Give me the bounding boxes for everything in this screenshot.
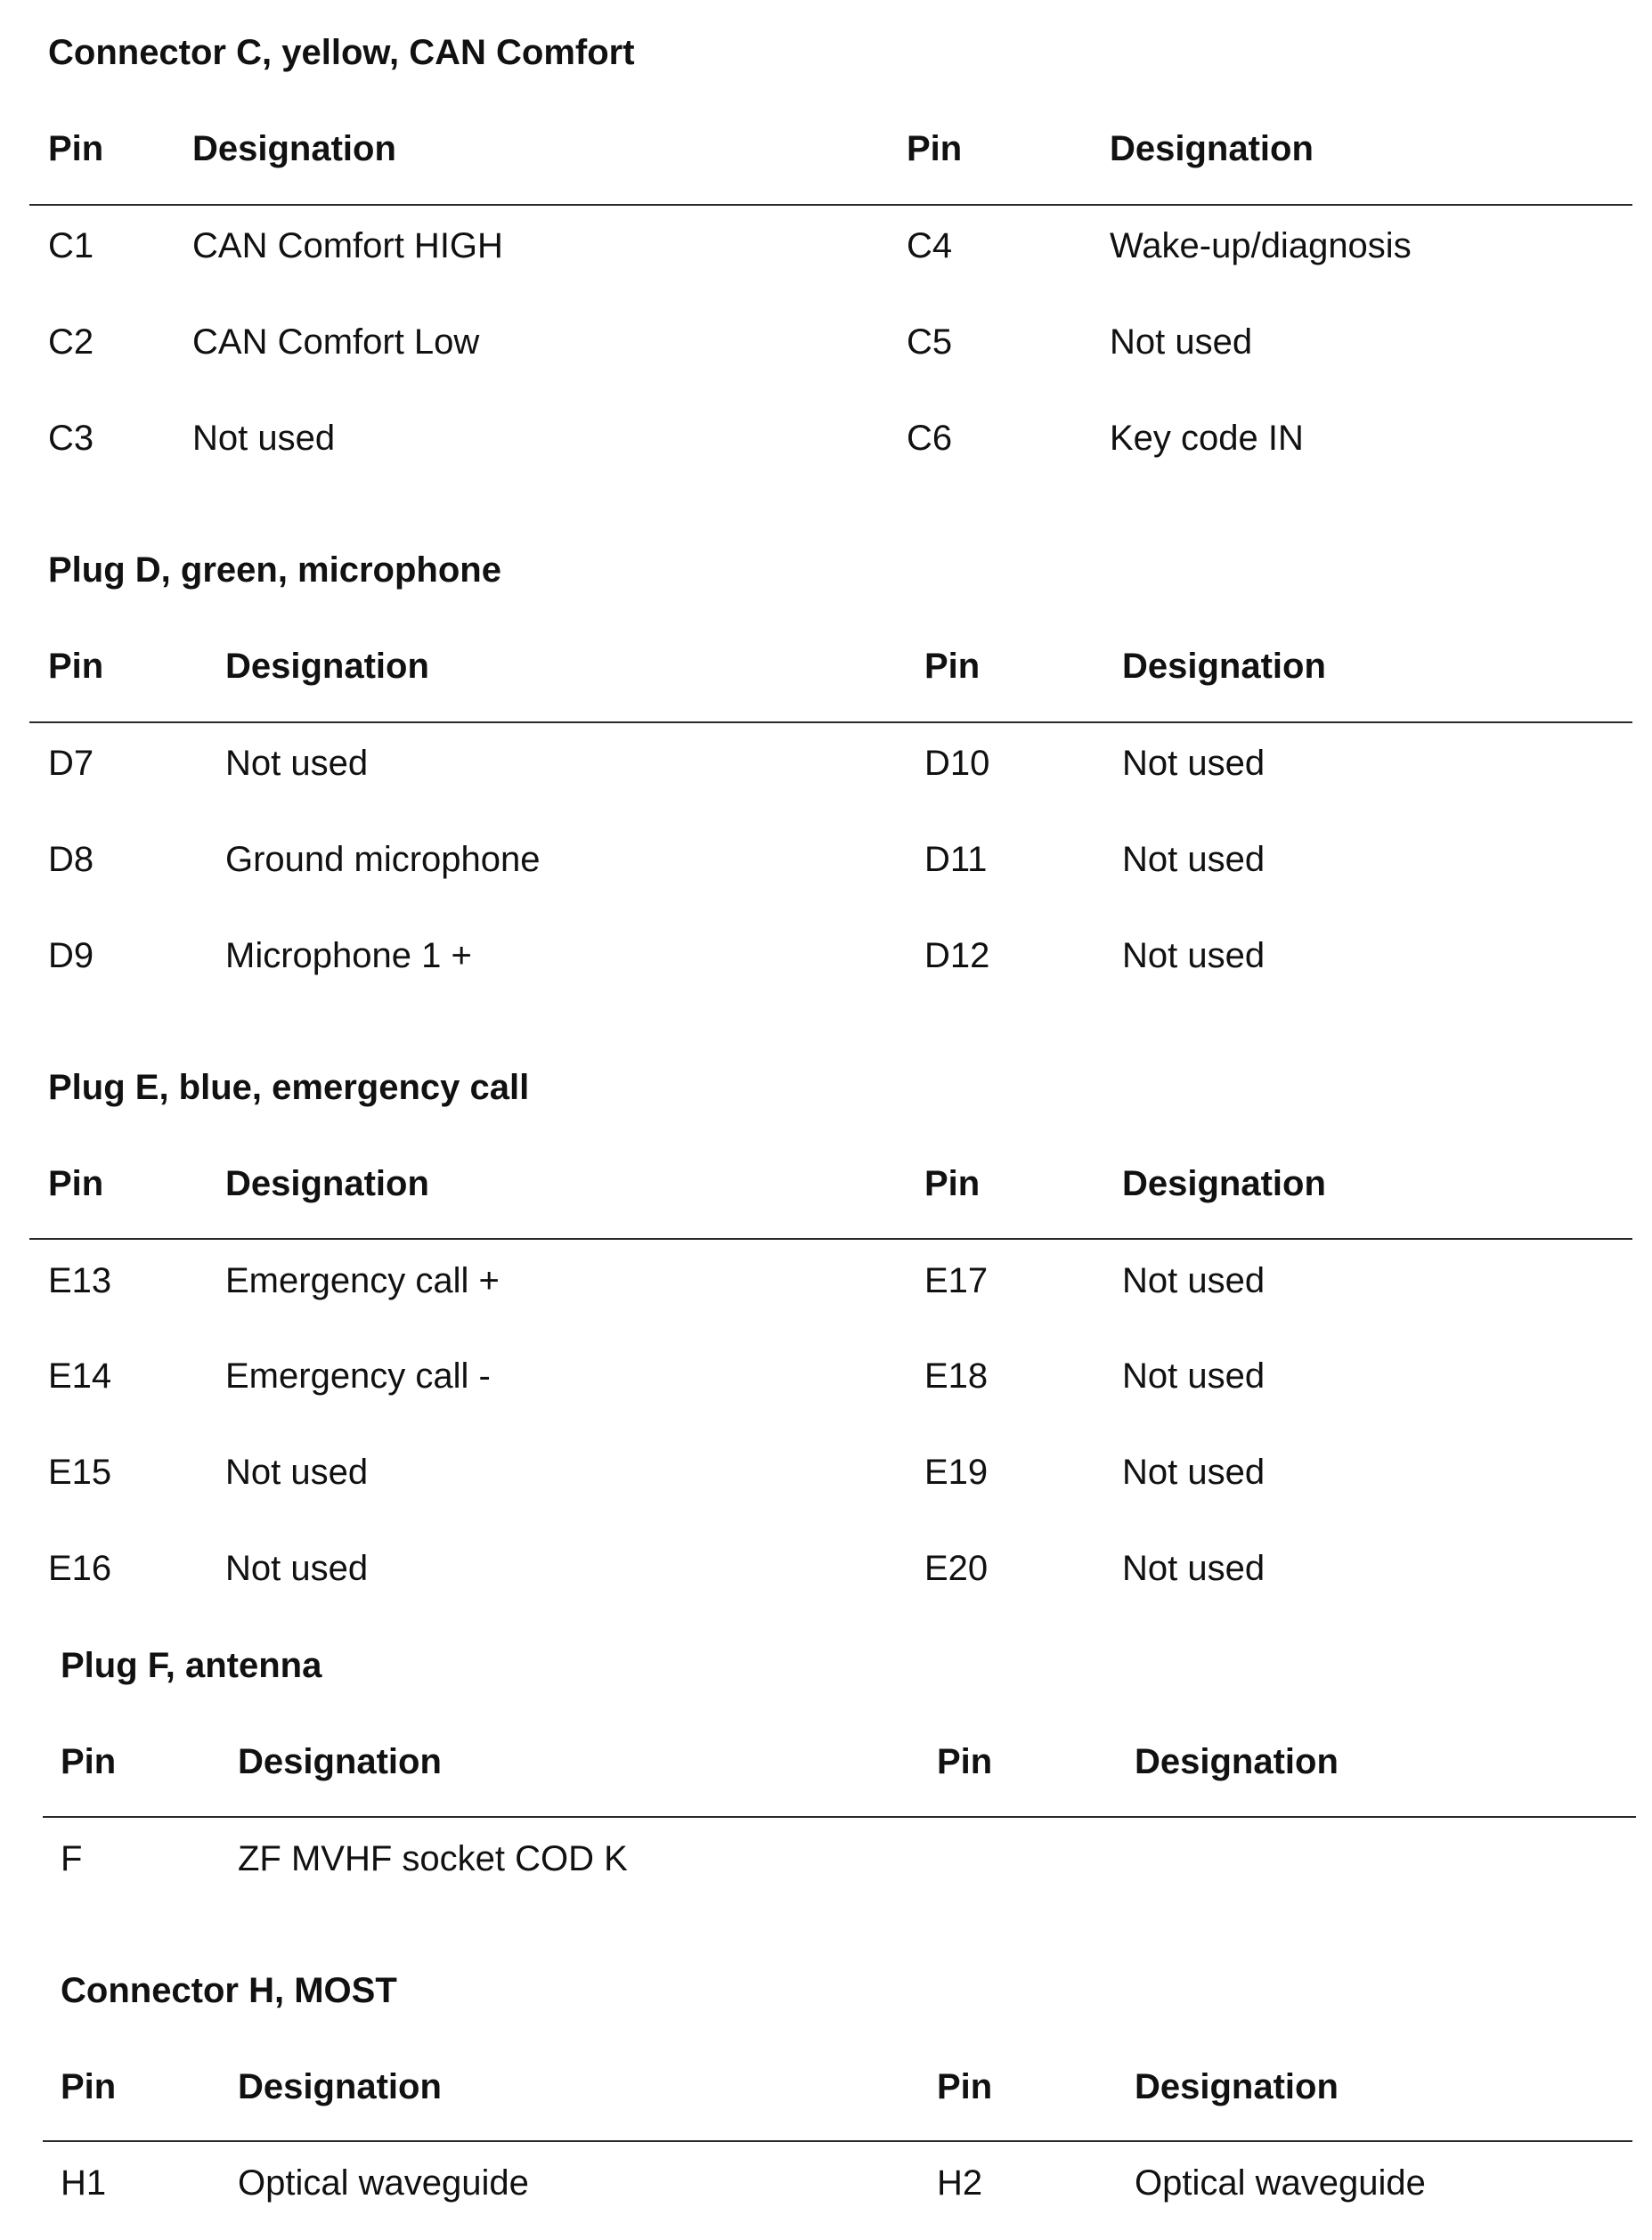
table-cell: CAN Comfort HIGH	[192, 226, 503, 265]
table-cell: Not used	[1122, 1453, 1265, 1492]
column-header-pin: Pin	[48, 1164, 104, 1203]
column-header-designation: Designation	[1135, 1742, 1339, 1781]
table-cell: Not used	[1122, 936, 1265, 975]
section-title: Plug D, green, microphone	[48, 550, 501, 590]
table-cell: Not used	[192, 419, 336, 458]
column-header-designation: Designation	[238, 2067, 442, 2106]
section-title: Connector H, MOST	[61, 1971, 397, 2010]
table-cell: Not used	[1122, 840, 1265, 879]
table-cell: E17	[924, 1261, 989, 1300]
table-cell: Wake-up/diagnosis	[1110, 226, 1412, 265]
table-cell: Not used	[1122, 744, 1265, 783]
table-cell: Not used	[1122, 1549, 1265, 1588]
table-cell: D7	[48, 744, 94, 783]
table-cell: Not used	[1110, 322, 1253, 362]
table-cell: Optical waveguide	[238, 2163, 529, 2203]
table-cell: Ground microphone	[225, 840, 541, 879]
table-cell: ZF MVHF socket COD K	[238, 1839, 628, 1878]
table-cell: Not used	[1122, 1261, 1265, 1300]
section-title: Plug F, antenna	[61, 1646, 322, 1685]
column-header-designation: Designation	[1122, 1164, 1326, 1203]
table-cell: Microphone 1 +	[225, 936, 472, 975]
column-header-pin: Pin	[937, 2067, 993, 2106]
table-cell: Not used	[225, 1453, 369, 1492]
header-rule	[43, 1816, 1636, 1818]
column-header-designation: Designation	[225, 647, 429, 686]
table-cell: Emergency call +	[225, 1261, 500, 1300]
table-cell: D10	[924, 744, 990, 783]
column-header-designation: Designation	[192, 129, 396, 168]
table-cell: CAN Comfort Low	[192, 322, 480, 362]
column-header-pin: Pin	[924, 647, 981, 686]
column-header-designation: Designation	[238, 1742, 442, 1781]
header-rule	[43, 2140, 1632, 2142]
table-cell: C2	[48, 322, 94, 362]
table-cell: D11	[924, 840, 988, 879]
table-cell: D9	[48, 936, 94, 975]
header-rule	[29, 204, 1632, 206]
header-rule	[29, 1238, 1632, 1240]
table-cell: C6	[907, 419, 953, 458]
table-cell: Not used	[225, 744, 369, 783]
table-cell: C4	[907, 226, 953, 265]
column-header-pin: Pin	[48, 129, 104, 168]
column-header-designation: Designation	[1122, 647, 1326, 686]
table-cell: C5	[907, 322, 953, 362]
table-cell: E15	[48, 1453, 112, 1492]
table-cell: F	[61, 1839, 83, 1878]
table-cell: D8	[48, 840, 94, 879]
table-cell: E14	[48, 1356, 112, 1396]
table-cell: C1	[48, 226, 94, 265]
column-header-pin: Pin	[907, 129, 963, 168]
header-rule	[29, 721, 1632, 723]
table-cell: Not used	[225, 1549, 369, 1588]
column-header-designation: Designation	[225, 1164, 429, 1203]
column-header-pin: Pin	[924, 1164, 981, 1203]
column-header-pin: Pin	[61, 2067, 117, 2106]
column-header-pin: Pin	[937, 1742, 993, 1781]
column-header-designation: Designation	[1135, 2067, 1339, 2106]
table-cell: C3	[48, 419, 94, 458]
column-header-designation: Designation	[1110, 129, 1314, 168]
section-title: Plug E, blue, emergency call	[48, 1068, 530, 1107]
table-cell: E18	[924, 1356, 989, 1396]
table-cell: H2	[937, 2163, 983, 2203]
table-cell: Optical waveguide	[1135, 2163, 1426, 2203]
table-cell: Key code IN	[1110, 419, 1304, 458]
table-cell: E20	[924, 1549, 989, 1588]
table-cell: Emergency call -	[225, 1356, 491, 1396]
section-title: Connector C, yellow, CAN Comfort	[48, 33, 635, 72]
table-cell: H1	[61, 2163, 107, 2203]
table-cell: D12	[924, 936, 990, 975]
table-cell: E19	[924, 1453, 989, 1492]
table-cell: E16	[48, 1549, 112, 1588]
table-cell: Not used	[1122, 1356, 1265, 1396]
column-header-pin: Pin	[48, 647, 104, 686]
table-cell: E13	[48, 1261, 112, 1300]
column-header-pin: Pin	[61, 1742, 117, 1781]
